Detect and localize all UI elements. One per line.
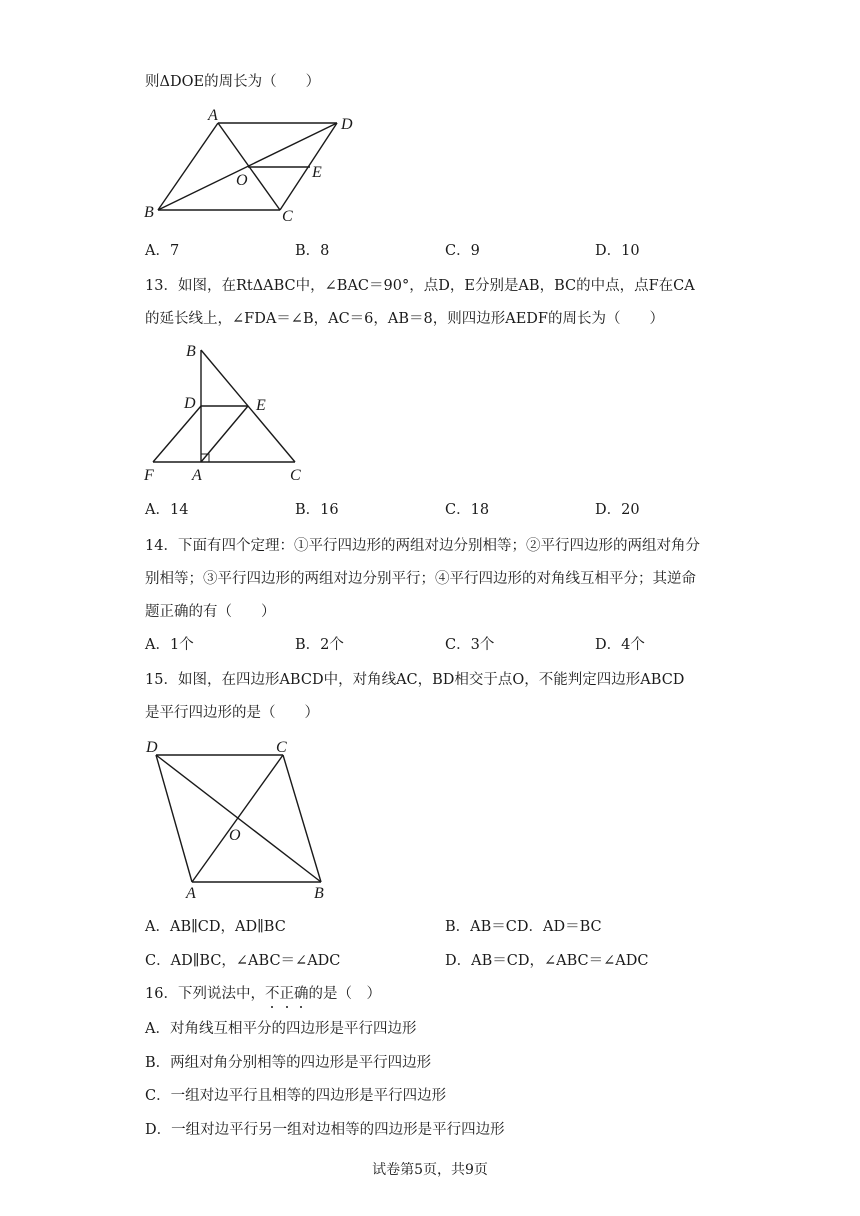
q12-label-e: E: [312, 164, 322, 181]
q16-stem-suffix: 的是（ ）: [308, 986, 381, 1002]
q13-option-c: C．18: [445, 502, 490, 518]
q15-option-a: A．AB∥CD，AD∥BC: [145, 919, 286, 935]
q15-option-c: C．AD∥BC，∠ABC＝∠ADC: [145, 953, 341, 969]
q14-option-c: C．3个: [445, 637, 495, 653]
q12-label-d: D: [341, 116, 353, 133]
q14-stem-line3: 题正确的有（ ）: [145, 604, 276, 620]
q12-option-a: A．7: [145, 243, 180, 259]
q12-option-c: C．9: [445, 243, 480, 259]
q12-option-d: D．10: [595, 243, 640, 259]
q12-figure: [140, 105, 370, 230]
q12-label-o: O: [236, 172, 248, 189]
q15-stem-line2: 是平行四边形的是（ ）: [145, 705, 319, 721]
q14-option-b: B．2个: [295, 637, 344, 653]
q12-label-a: A: [208, 107, 218, 124]
q15-label-d: D: [146, 739, 158, 756]
page-footer: 试卷第5页，共9页: [372, 1162, 488, 1178]
q13-label-b: B: [186, 343, 196, 360]
question-12-stem-tail: 则ΔDOE的周长为（ ）: [145, 74, 321, 90]
q13-stem-line2: 的延长线上，∠FDA＝∠B，AC＝6，AB＝8，则四边形AEDF的周长为（ ）: [145, 311, 664, 327]
q16-option-d: D．一组对边平行另一组对边相等的四边形是平行四边形: [145, 1122, 505, 1138]
q15-option-b: B．AB＝CD．AD＝BC: [445, 919, 602, 935]
q15-label-a: A: [186, 885, 196, 902]
q13-label-e: E: [256, 397, 266, 414]
q13-option-d: D．20: [595, 502, 640, 518]
q14-stem-line2: 别相等；③平行四边形的两组对边分别平行；④平行四边形的对角线互相平分；其逆命: [145, 571, 696, 587]
q15-label-b: B: [314, 885, 324, 902]
q13-label-a: A: [192, 467, 202, 484]
q16-stem-emphasis: 不正确: [265, 986, 309, 1002]
q14-option-d: D．4个: [595, 637, 645, 653]
q14-option-a: A．1个: [145, 637, 194, 653]
q16-option-a: A．对角线互相平分的四边形是平行四边形: [145, 1021, 417, 1037]
q16-stem-prefix: 16．下列说法中，: [145, 986, 265, 1002]
q15-label-c: C: [276, 739, 287, 756]
q16-option-b: B．两组对角分别相等的四边形是平行四边形: [145, 1055, 432, 1071]
q13-figure: [140, 342, 320, 487]
q16-option-c: C．一组对边平行且相等的四边形是平行四边形: [145, 1088, 447, 1104]
q13-label-f: F: [144, 467, 154, 484]
q14-stem-line1: 14．下面有四个定理：①平行四边形的两组对边分别相等；②平行四边形的两组对角分: [145, 538, 700, 554]
q13-label-c: C: [290, 467, 301, 484]
q12-label-b: B: [144, 204, 154, 221]
q13-option-b: B．16: [295, 502, 339, 518]
q12-option-b: B．8: [295, 243, 330, 259]
q13-option-a: A．14: [145, 502, 189, 518]
q16-stem: [145, 984, 381, 1004]
q13-stem-line1: 13．如图，在RtΔABC中，∠BAC＝90°，点D，E分别是AB，BC的中点，点F在CA: [145, 278, 695, 294]
q15-stem-line1: 15．如图，在四边形ABCD中，对角线AC，BD相交于点O，不能判定四边形ABCD: [145, 672, 685, 688]
q15-label-o: O: [229, 827, 241, 844]
q15-figure: [140, 736, 340, 906]
q13-label-d: D: [184, 395, 196, 412]
q15-option-d: D．AB＝CD，∠ABC＝∠ADC: [445, 953, 649, 969]
q12-label-c: C: [282, 208, 293, 225]
